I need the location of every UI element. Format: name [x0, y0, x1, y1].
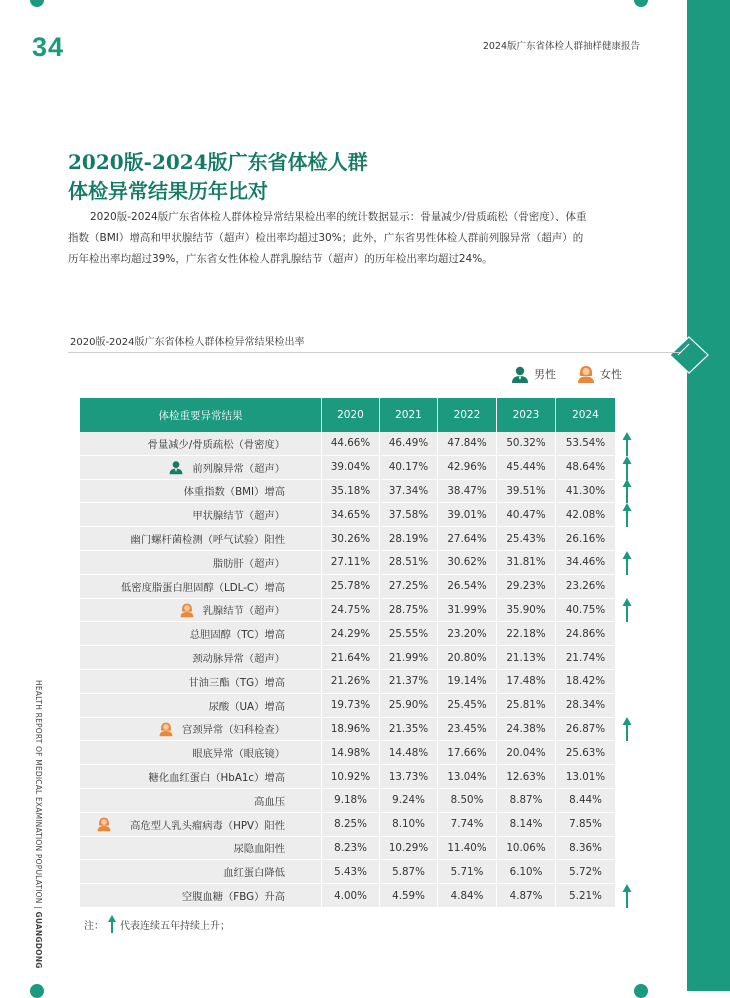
value-cell: 21.74% — [556, 646, 615, 670]
table-row — [80, 860, 615, 884]
value-cell: 10.92% — [322, 765, 380, 789]
table-header-cell: 2023 — [497, 398, 556, 432]
female-icon — [96, 816, 112, 832]
row-label — [80, 503, 322, 527]
row-label-text: 宫颈异常（妇科检查） — [182, 724, 285, 737]
value-cell: 35.90% — [497, 599, 556, 623]
row-label — [80, 456, 322, 480]
value-cell: 4.84% — [438, 884, 497, 908]
value-cell: 45.44% — [497, 456, 556, 480]
value-cell: 13.73% — [380, 765, 438, 789]
value-cell: 29.23% — [497, 575, 556, 599]
table-row — [80, 718, 615, 742]
value-cell: 25.78% — [322, 575, 380, 599]
value-cell: 6.10% — [497, 860, 556, 884]
value-cell: 8.25% — [322, 813, 380, 837]
row-label — [80, 575, 322, 599]
female-icon — [179, 602, 195, 618]
legend — [510, 364, 636, 384]
value-cell: 28.51% — [380, 551, 438, 575]
value-cell: 42.96% — [438, 456, 497, 480]
table-row — [80, 551, 615, 575]
legend-female-label: 女性 — [600, 368, 622, 381]
value-cell: 39.04% — [322, 456, 380, 480]
up-arrow-icon — [622, 597, 632, 623]
row-label — [80, 860, 322, 884]
value-cell: 24.29% — [322, 622, 380, 646]
title-line-2: 体检异常结果历年比对 — [68, 179, 268, 203]
row-label — [80, 813, 322, 837]
value-cell: 39.01% — [438, 503, 497, 527]
table-row — [80, 575, 615, 599]
value-cell: 37.58% — [380, 503, 438, 527]
value-cell: 30.62% — [438, 551, 497, 575]
value-cell: 21.64% — [322, 646, 380, 670]
up-arrow-icon — [622, 502, 632, 528]
value-cell: 27.25% — [380, 575, 438, 599]
table-row — [80, 622, 615, 646]
row-label — [80, 551, 322, 575]
row-label — [80, 432, 322, 456]
running-header: 2024版广东省体检人群抽样健康报告 — [482, 41, 640, 52]
value-cell: 21.99% — [380, 646, 438, 670]
value-cell: 4.87% — [497, 884, 556, 908]
value-cell: 7.74% — [438, 813, 497, 837]
table-row — [80, 789, 615, 813]
legend-female — [576, 364, 622, 384]
up-arrow-icon — [622, 431, 632, 457]
up-arrow-icon — [622, 550, 632, 576]
table-row — [80, 432, 615, 456]
table-caption: 2020版-2024版广东省体检人群体检异常结果检出率 — [70, 337, 305, 348]
value-cell: 14.98% — [322, 741, 380, 765]
row-label — [80, 741, 322, 765]
decorative-dot — [30, 0, 44, 7]
row-label-text: 高血压 — [254, 795, 285, 808]
table-row — [80, 670, 615, 694]
value-cell: 31.81% — [497, 551, 556, 575]
value-cell: 50.32% — [497, 432, 556, 456]
value-cell: 40.75% — [556, 599, 615, 623]
value-cell: 21.13% — [497, 646, 556, 670]
value-cell: 5.71% — [438, 860, 497, 884]
value-cell: 20.80% — [438, 646, 497, 670]
value-cell: 40.47% — [497, 503, 556, 527]
table-row — [80, 884, 615, 908]
value-cell: 5.72% — [556, 860, 615, 884]
value-cell: 10.29% — [380, 837, 438, 861]
row-label — [80, 789, 322, 813]
row-label-text: 空腹血糖（FBG）升高 — [181, 891, 285, 904]
value-cell: 5.43% — [322, 860, 380, 884]
value-cell: 23.45% — [438, 718, 497, 742]
value-cell: 30.26% — [322, 527, 380, 551]
row-label — [80, 646, 322, 670]
value-cell: 23.26% — [556, 575, 615, 599]
row-label — [80, 527, 322, 551]
value-cell: 21.35% — [380, 718, 438, 742]
value-cell: 13.04% — [438, 765, 497, 789]
results-table — [80, 398, 615, 908]
value-cell: 25.55% — [380, 622, 438, 646]
value-cell: 8.23% — [322, 837, 380, 861]
row-label — [80, 837, 322, 861]
row-label-text: 眼底异常（眼底镜） — [192, 748, 285, 761]
value-cell: 8.44% — [556, 789, 615, 813]
row-label-text: 脂肪肝（超声） — [212, 557, 285, 570]
value-cell: 21.26% — [322, 670, 380, 694]
row-label-text: 甘油三酯（TG）增高 — [188, 676, 285, 689]
decorative-dot — [634, 0, 648, 7]
row-label-text: 尿酸（UA）增高 — [208, 700, 285, 713]
value-cell: 25.43% — [497, 527, 556, 551]
value-cell: 20.04% — [497, 741, 556, 765]
table-header-cell: 2021 — [380, 398, 438, 432]
value-cell: 39.51% — [497, 480, 556, 504]
value-cell: 5.87% — [380, 860, 438, 884]
table-row — [80, 646, 615, 670]
value-cell: 25.45% — [438, 694, 497, 718]
value-cell: 24.38% — [497, 718, 556, 742]
table-row — [80, 480, 615, 504]
table-header-cell: 2020 — [322, 398, 380, 432]
up-arrow-icon — [622, 883, 632, 909]
row-label — [80, 670, 322, 694]
caption-divider — [68, 352, 680, 353]
row-label-text: 骨量减少/骨质疏松（骨密度） — [147, 438, 285, 451]
value-cell: 21.37% — [380, 670, 438, 694]
decorative-dot — [30, 984, 44, 998]
table-body — [80, 432, 615, 908]
value-cell: 27.64% — [438, 527, 497, 551]
value-cell: 41.30% — [556, 480, 615, 504]
value-cell: 11.40% — [438, 837, 497, 861]
row-label-text: 前列腺异常（超声） — [192, 462, 285, 475]
table-header-row — [80, 398, 615, 432]
value-cell: 14.48% — [380, 741, 438, 765]
row-label-text: 体重指数（BMI）增高 — [183, 486, 285, 499]
side-tab-icon — [668, 334, 710, 376]
value-cell: 23.20% — [438, 622, 497, 646]
up-arrow-icon — [622, 455, 632, 481]
table-header-cell: 体检重要异常结果 — [80, 398, 322, 432]
value-cell: 7.85% — [556, 813, 615, 837]
value-cell: 8.14% — [497, 813, 556, 837]
value-cell: 27.11% — [322, 551, 380, 575]
row-label — [80, 480, 322, 504]
female-icon — [158, 721, 174, 737]
row-label — [80, 884, 322, 908]
value-cell: 25.81% — [497, 694, 556, 718]
right-color-bar — [687, 0, 730, 991]
table-header-cell: 2022 — [438, 398, 497, 432]
row-label-text: 幽门螺杆菌检测（呼气试验）阳性 — [130, 534, 285, 547]
title-line-1: 2020版-2024版广东省体检人群 — [68, 150, 368, 174]
row-label — [80, 622, 322, 646]
row-label-text: 甲状腺结节（超声） — [192, 510, 285, 523]
value-cell: 9.24% — [380, 789, 438, 813]
value-cell: 24.75% — [322, 599, 380, 623]
value-cell: 26.87% — [556, 718, 615, 742]
value-cell: 13.01% — [556, 765, 615, 789]
value-cell: 34.46% — [556, 551, 615, 575]
value-cell: 28.34% — [556, 694, 615, 718]
page-number: 34 — [32, 32, 65, 62]
value-cell: 8.10% — [380, 813, 438, 837]
value-cell: 18.42% — [556, 670, 615, 694]
row-label-text: 糖化血红蛋白（HbA1c）增高 — [148, 772, 285, 785]
row-label-text: 高危型人乳头瘤病毒（HPV）阳性 — [130, 819, 285, 832]
footnote — [84, 914, 230, 934]
value-cell: 31.99% — [438, 599, 497, 623]
table-header-cell: 2024 — [556, 398, 615, 432]
value-cell: 18.96% — [322, 718, 380, 742]
intro-paragraph: 2020版-2024版广东省体检人群体检异常结果检出率的统计数据显示：骨量减少/骨质疏松（骨密度）、体重指数（BMI）增高和甲状腺结节（超声）检出率均超过30%；此外，广东省男性体检人群前列腺异常（超声）的历年检出率均超过39%，广东省女性体检人群乳腺结节（超声）的历年检出率均超过24%。 — [68, 211, 587, 265]
table-row — [80, 599, 615, 623]
value-cell: 26.54% — [438, 575, 497, 599]
row-label — [80, 694, 322, 718]
row-label — [80, 599, 322, 623]
male-icon — [168, 459, 184, 475]
female-icon — [576, 364, 596, 384]
value-cell: 40.17% — [380, 456, 438, 480]
value-cell: 10.06% — [497, 837, 556, 861]
value-cell: 8.87% — [497, 789, 556, 813]
up-arrow-icon — [107, 914, 117, 934]
value-cell: 28.19% — [380, 527, 438, 551]
row-label — [80, 718, 322, 742]
value-cell: 17.48% — [497, 670, 556, 694]
value-cell: 28.75% — [380, 599, 438, 623]
value-cell: 48.64% — [556, 456, 615, 480]
legend-male — [510, 364, 556, 384]
value-cell: 25.90% — [380, 694, 438, 718]
row-label-text: 血红蛋白降低 — [223, 867, 285, 880]
vertical-side-text-bold: GUANGDONG — [34, 911, 43, 969]
value-cell: 46.49% — [380, 432, 438, 456]
table-row — [80, 503, 615, 527]
table-row — [80, 741, 615, 765]
value-cell: 25.63% — [556, 741, 615, 765]
row-label-text: 颈动脉异常（超声） — [192, 653, 285, 666]
table-row — [80, 527, 615, 551]
value-cell: 19.73% — [322, 694, 380, 718]
value-cell: 4.59% — [380, 884, 438, 908]
legend-male-label: 男性 — [534, 368, 556, 381]
vertical-side-text-main: HEALTH REPORT OF MEDICAL EXAMINATION POPULATION | — [34, 680, 43, 912]
value-cell: 17.66% — [438, 741, 497, 765]
footnote-prefix: 注： — [84, 920, 104, 932]
value-cell: 8.36% — [556, 837, 615, 861]
value-cell: 38.47% — [438, 480, 497, 504]
value-cell: 22.18% — [497, 622, 556, 646]
value-cell: 8.50% — [438, 789, 497, 813]
footnote-text: 代表连续五年持续上升； — [120, 920, 230, 932]
value-cell: 42.08% — [556, 503, 615, 527]
value-cell: 26.16% — [556, 527, 615, 551]
row-label-text: 尿隐血阳性 — [233, 843, 285, 856]
up-arrow-icon — [622, 478, 632, 504]
row-label-text: 低密度脂蛋白胆固醇（LDL-C）增高 — [121, 581, 285, 594]
value-cell: 4.00% — [322, 884, 380, 908]
value-cell: 44.66% — [322, 432, 380, 456]
table-row — [80, 765, 615, 789]
value-cell: 24.86% — [556, 622, 615, 646]
table-row — [80, 837, 615, 861]
decorative-dot — [634, 984, 648, 998]
value-cell: 47.84% — [438, 432, 497, 456]
table-row — [80, 813, 615, 837]
table-row — [80, 694, 615, 718]
value-cell: 12.63% — [497, 765, 556, 789]
value-cell: 35.18% — [322, 480, 380, 504]
row-label-text: 乳腺结节（超声） — [202, 605, 285, 618]
up-arrow-icon — [622, 716, 632, 742]
value-cell: 37.34% — [380, 480, 438, 504]
row-label — [80, 765, 322, 789]
table-row — [80, 456, 615, 480]
vertical-side-text — [34, 680, 43, 969]
value-cell: 19.14% — [438, 670, 497, 694]
row-label-text: 总胆固醇（TC）增高 — [189, 629, 285, 642]
value-cell: 34.65% — [322, 503, 380, 527]
page-title — [68, 148, 368, 206]
value-cell: 5.21% — [556, 884, 615, 908]
male-icon — [510, 364, 530, 384]
value-cell: 53.54% — [556, 432, 615, 456]
value-cell: 9.18% — [322, 789, 380, 813]
